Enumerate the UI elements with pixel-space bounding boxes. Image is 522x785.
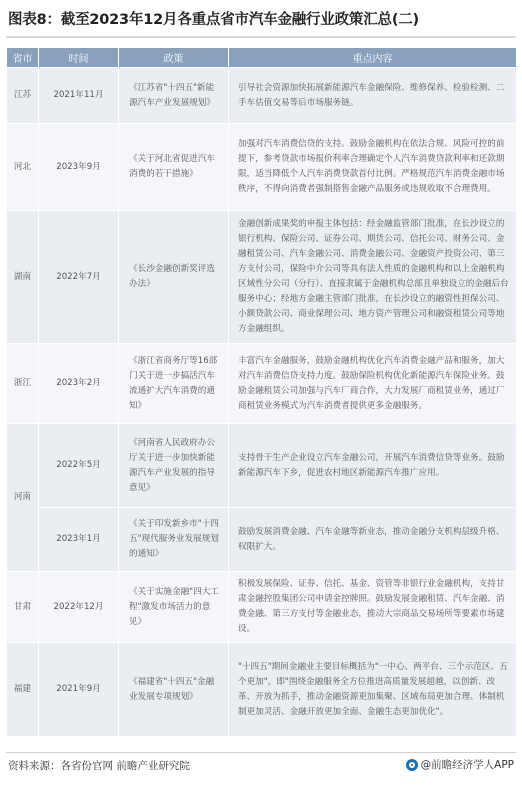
header-content: 重点内容 (229, 48, 517, 68)
time-cell: 2022年12月 (39, 572, 119, 643)
table-row (7, 211, 517, 344)
content-cell: 鼓励发展消费金融、汽车金融等新业态，推动金融分支机构层级升格、权限扩大。 (229, 508, 517, 572)
table-row (7, 508, 517, 572)
source-note: 资料来源：各省份官网 前瞻产业研究院 (8, 760, 190, 772)
table-row (7, 643, 517, 737)
table-row (7, 124, 517, 211)
policy-cell: 《江苏省"十四五"新能源汽车产业发展规划》 (119, 68, 229, 124)
time-cell: 2021年9月 (39, 643, 119, 737)
content-cell: 支持骨干生产企业设立汽车金融公司，开展汽车消费信贷等业务。鼓励新能源汽车下乡，促进农村地区新能源汽车推广应用。 (229, 424, 517, 508)
time-cell: 2023年2月 (39, 344, 119, 424)
time-cell: 2022年7月 (39, 211, 119, 344)
header-policy: 政策 (119, 48, 229, 68)
time-cell: 2023年1月 (39, 508, 119, 572)
policy-cell: 《关于实施金融"四大工程"激发市场活力的意见》 (119, 572, 229, 643)
policy-cell: 《福建省"十四五"金融业发展专项规划》 (119, 643, 229, 737)
content-cell: "十四五"期间金融业主要目标概括为"一中心、两平台、三个示范区、五个更加"，即"围绕金融服务全方位推进高质量发展超越，以创新、改革、开放为抓手，推动金融资源更加集聚、区域布局更加合理、体制机制更加灵活、金融开放更加全面、金融生态更加优化"。 (229, 643, 517, 737)
policy-table (6, 47, 517, 737)
province-cell: 河南 (7, 424, 39, 572)
province-cell: 福建 (7, 643, 39, 737)
table-row (7, 344, 517, 424)
content-cell: 金融创新成果奖的申报主体包括：经金融监管部门批准，在长沙设立的银行机构、保险公司、证券公司、期货公司、信托公司、财务公司、金融租赁公司、汽车金融公司、消费金融公司、金融资产投资公司、第三方支付公司，保险中介公司等具有法人性质的金融机构和以上金融机构区域性分公司（分行）、直接隶属于金融机构总部且单独设立的金融后台服务中心；经地方金融主管部门批准，在长沙设立的融资性担保公司、小额贷款公司、商业保理公司、地方资产管理公司和融资租赁公司等地方金融组织。 (229, 211, 517, 344)
brand-label: @前瞻经济学人APP (420, 759, 514, 771)
qianzhan-logo-icon (406, 759, 418, 771)
content-cell: 引导社会资源加快拓展新能源汽车金融保险、维修保养、检验检测、二手车估值交易等后市场服务链。 (229, 68, 517, 124)
province-cell: 江苏 (7, 68, 39, 124)
table-row (7, 68, 517, 124)
policy-cell: 《关于印发新乡市"十四五"现代服务业发展规划的通知》 (119, 508, 229, 572)
content-cell: 丰富汽车金融服务，鼓励金融机构优化汽车消费金融产品和服务，加大对汽车消费信贷支持力度。鼓励保险机构优化新能源汽车保险业务。鼓励金融租赁公司加强与汽车厂商合作，大力发展厂商租赁业务，通过厂商租赁业务模式为汽车消费者提供更多金融服务。 (229, 344, 517, 424)
time-cell: 2022年5月 (39, 424, 119, 508)
time-cell: 2021年11月 (39, 68, 119, 124)
province-cell: 河北 (7, 124, 39, 211)
header-province: 省市 (7, 48, 39, 68)
brand-credit (406, 757, 514, 772)
province-cell: 甘肃 (7, 572, 39, 643)
title-divider (6, 36, 516, 38)
content-cell: 加强对汽车消费信贷的支持。鼓励金融机构在依法合规、风险可控的前提下，参考贷款市场报价利率合理确定个人汽车消费贷款利率和还款期限，适当降低个人汽车消费贷款首付比例。严格规范汽车消费金融市场秩序，不得向消费者强制搭售金融产品服务或违规收取不合理费用。 (229, 124, 517, 211)
policy-cell: 《关于河北省促进汽车消费的若干措施》 (119, 124, 229, 211)
policy-cell: 《河南省人民政府办公厅关于进一步加快新能源汽车产业发展的指导意见》 (119, 424, 229, 508)
table-row (7, 572, 517, 643)
header-time: 时间 (39, 48, 119, 68)
province-cell: 浙江 (7, 344, 39, 424)
table-row (7, 424, 517, 508)
province-cell: 湖南 (7, 211, 39, 344)
policy-cell: 《浙江省商务厅等16部门关于进一步搞活汽车流通扩大汽车消费的通知》 (119, 344, 229, 424)
policy-cell: 《长沙金融创新奖评选办法》 (119, 211, 229, 344)
footer-divider (6, 752, 516, 753)
content-cell: 积极发展保险、证券、信托、基金、资管等非银行业金融机构，支持甘肃金融控股集团公司申请金控牌照。鼓励发展金融租赁、汽车金融、消费金融、第三方支付等金融业态，推动大宗商品交易场所等要素市场建设。 (229, 572, 517, 643)
page-title: 图表8：截至2023年12月各重点省市汽车金融行业政策汇总(二) (8, 12, 419, 28)
table-header-row (7, 48, 517, 68)
time-cell: 2023年9月 (39, 124, 119, 211)
